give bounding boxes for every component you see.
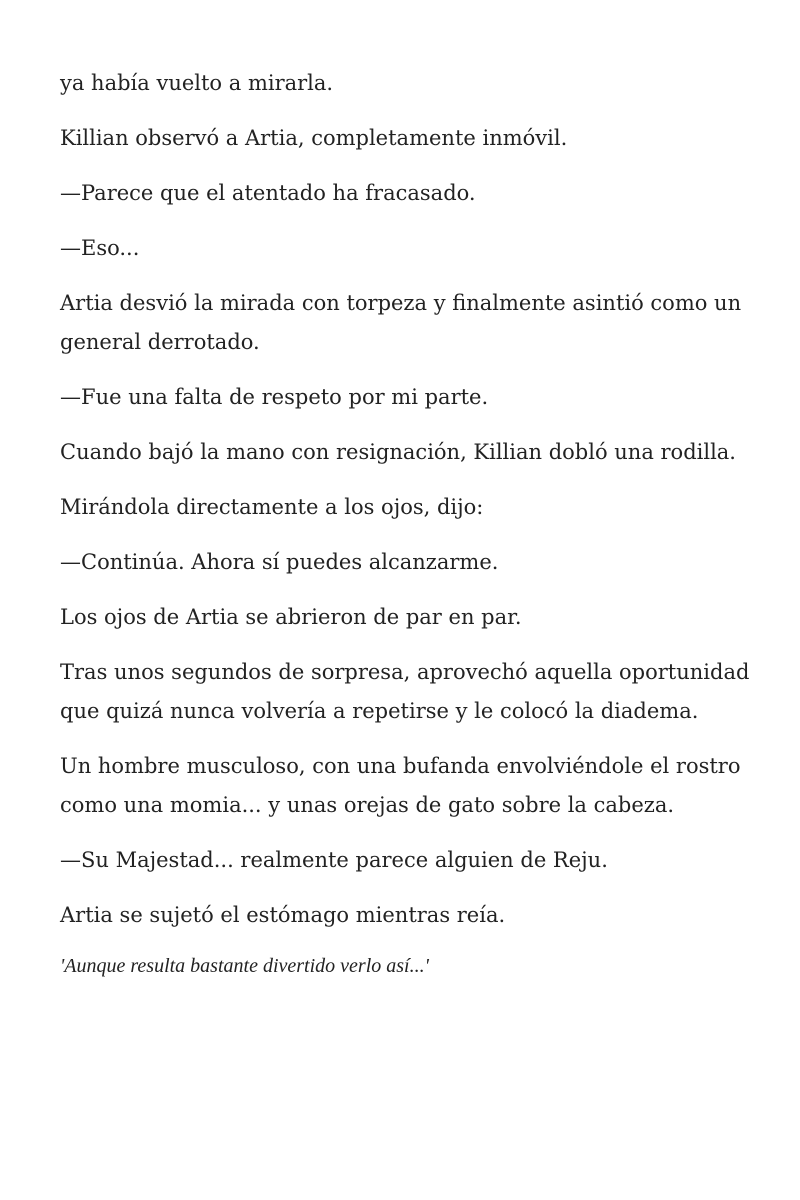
paragraph: Killian observó a Artia, completamente inmóvil. — [60, 126, 568, 150]
dialogue-line: —Continúa. Ahora sí puedes alcanzarme. — [60, 550, 499, 574]
paragraph: Artia desvió la mirada con torpeza y finalmente asintió como un general derrotado. — [60, 291, 742, 354]
dialogue-line: —Parece que el atentado ha fracasado. — [60, 181, 476, 205]
paragraph: Los ojos de Artia se abrieron de par en par. — [60, 605, 522, 629]
paragraph: ya había vuelto a mirarla. — [60, 71, 334, 95]
paragraph: Tras unos segundos de sorpresa, aprovechó aquella oportunidad que quizá nunca volvería a repetirse y le colocó la diadema. — [60, 660, 750, 723]
paragraph: Artia se sujetó el estómago mientras reía. — [60, 903, 506, 927]
paragraph: Mirándola directamente a los ojos, dijo: — [60, 495, 484, 519]
paragraph: Un hombre musculoso, con una bufanda envolviéndole el rostro como una momia... y unas orejas de gato sobre la cabeza. — [60, 754, 741, 817]
paragraph: Cuando bajó la mano con resignación, Killian dobló una rodilla. — [60, 440, 736, 464]
inner-thought: 'Aunque resulta bastante divertido verlo así...' — [60, 955, 429, 977]
dialogue-line: —Fue una falta de respeto por mi parte. — [60, 385, 489, 409]
dialogue-line: —Su Majestad... realmente parece alguien de Reju. — [60, 848, 608, 872]
dialogue-line: —Eso... — [60, 236, 140, 260]
reading-page — [60, 64, 750, 997]
